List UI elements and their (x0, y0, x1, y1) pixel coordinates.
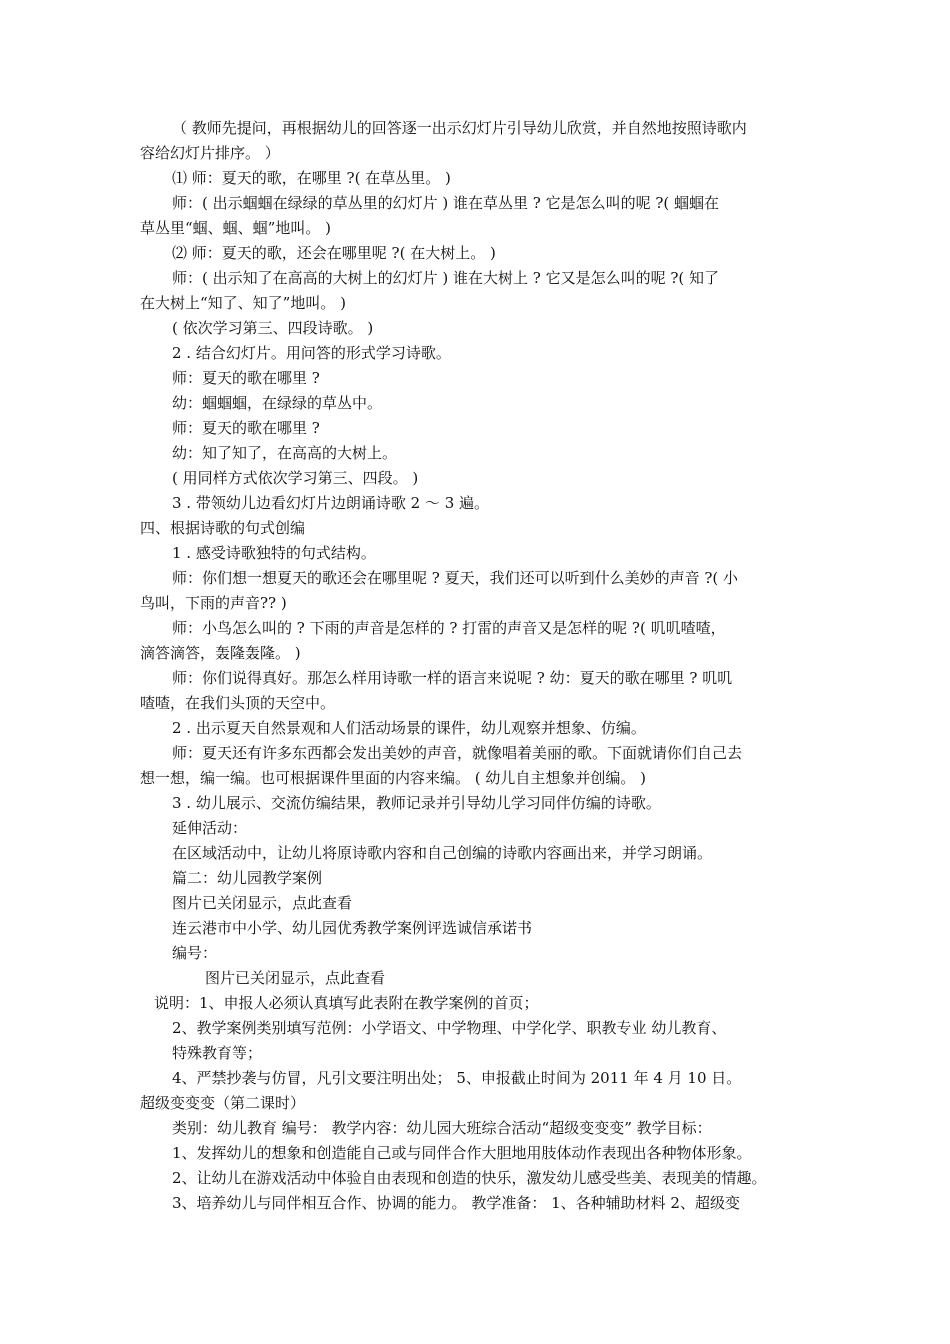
text-line: ⑴ 师：夏天的歌，在哪里 ?( 在草丛里。 ) (172, 169, 451, 187)
text-line: ⑵ 师：夏天的歌，还会在哪里呢 ?( 在大树上。 ) (172, 244, 496, 262)
text-line: 滴答滴答，轰隆轰隆。 ) (140, 644, 301, 662)
text-line: 幼：知了知了，在高高的大树上。 (172, 444, 398, 462)
text-line: 师：你们说得真好。那怎么样用诗歌一样的语言来说呢 ? 幼：夏天的歌在哪里 ? 叽叽 (172, 669, 733, 687)
text-line: 2 . 结合幻灯片。用问答的形式学习诗歌。 (172, 344, 451, 362)
text-line: 1 . 感受诗歌独特的句式结构。 (172, 544, 376, 562)
text-line: 喳喳，在我们头顶的天空中。 (140, 694, 336, 712)
text-line: 幼：蝈蝈蝈，在绿绿的草丛中。 (172, 394, 383, 412)
text-line: 类别：幼儿教育 编号： 教学内容：幼儿园大班综合活动“超级变变变” 教学目标： (172, 1119, 712, 1137)
text-line: 在区域活动中，让幼儿将原诗歌内容和自己创编的诗歌内容画出来，并学习朗诵。 (172, 844, 713, 862)
text-line: 容给幻灯片排序。 ） (140, 144, 280, 162)
text-line: 师：夏天的歌在哪里 ? (172, 419, 320, 437)
text-line: （ 教师先提问，再根据幼儿的回答逐一出示幻灯片引导幼儿欣赏，并自然地按照诗歌内 (172, 119, 747, 137)
text-line: 2、让幼儿在游戏活动中体验自由表现和创造的快乐，激发幼儿感受些美、表现美的情趣。 (172, 1169, 767, 1187)
text-line: 在大树上“知了、知了”地叫。 ) (140, 294, 346, 312)
text-line: 说明：1、申报人必须认真填写此表附在教学案例的首页； (154, 994, 539, 1012)
text-line: 师：你们想一想夏天的歌还会在哪里呢 ? 夏天，我们还可以听到什么美妙的声音 ?( 小 (172, 569, 739, 587)
text-line: 鸟叫，下雨的声音?? ) (140, 594, 287, 612)
text-line: 编号： (172, 944, 218, 962)
text-line: 2 . 出示夏天自然景观和人们活动场景的课件，幼儿观察并想象、仿编。 (172, 719, 646, 737)
image-placeholder-link[interactable]: 图片已关闭显示，点此查看 (205, 969, 386, 987)
image-placeholder-link[interactable]: 图片已关闭显示，点此查看 (172, 894, 353, 912)
text-line: 师：夏天的歌在哪里 ? (172, 369, 320, 387)
text-line: 师：夏天还有许多东西都会发出美妙的声音，就像唱着美丽的歌。下面就请你们自己去 (172, 744, 743, 762)
section-heading: 篇二：幼儿园教学案例 (172, 869, 323, 887)
text-line: 想一想，编一编。也可根据课件里面的内容来编。 ( 幼儿自主想象并创编。 ) (140, 769, 647, 787)
text-line: ( 用同样方式依次学习第三、四段。 ) (172, 469, 419, 487)
text-line: 师：( 出示蝈蝈在绿绿的草丛里的幻灯片 ) 谁在草丛里 ? 它是怎么叫的呢 ?( 蝈蝈在 (172, 194, 720, 212)
text-line: 3 . 幼儿展示、交流仿编结果，教师记录并引导幼儿学习同伴仿编的诗歌。 (172, 794, 661, 812)
text-line: 3、培养幼儿与同伴相互合作、协调的能力。 教学准备： 1、各种辅助材料 2、超级变 (172, 1194, 740, 1212)
section-heading: 四、根据诗歌的句式创编 (140, 519, 306, 537)
text-line: 1、发挥幼儿的想象和创造能自己或与同伴合作大胆地用肢体动作表现出各种物体形象。 (172, 1144, 752, 1162)
section-heading: 超级变变变（第二课时） (140, 1094, 306, 1112)
text-line: 连云港市中小学、幼儿园优秀教学案例评选诚信承诺书 (172, 919, 533, 937)
text-line: ( 依次学习第三、四段诗歌。 ) (172, 319, 374, 337)
text-line: 师：( 出示知了在高高的大树上的幻灯片 ) 谁在大树上 ? 它又是怎么叫的呢 ?( 知了 (172, 269, 720, 287)
text-line: 特殊教育等； (172, 1044, 263, 1062)
text-line: 草丛里“蝈、蝈、蝈”地叫。 ) (140, 219, 331, 237)
text-line: 2、教学案例类别填写范例：小学语文、中学物理、中学化学、职教专业 幼儿教育、 (172, 1019, 727, 1037)
text-line: 4、严禁抄袭与仿冒，凡引文要注明出处； 5、申报截止时间为 2011 年 4 月 10 日。 (172, 1069, 742, 1087)
text-line: 师：小鸟怎么叫的 ? 下雨的声音是怎样的 ? 打雷的声音又是怎样的呢 ?( 叽叽喳喳， (172, 619, 726, 637)
text-line: 3 . 带领幼儿边看幻灯片边朗诵诗歌 2 ～ 3 遍。 (172, 494, 490, 512)
text-line: 延伸活动： (172, 819, 248, 837)
